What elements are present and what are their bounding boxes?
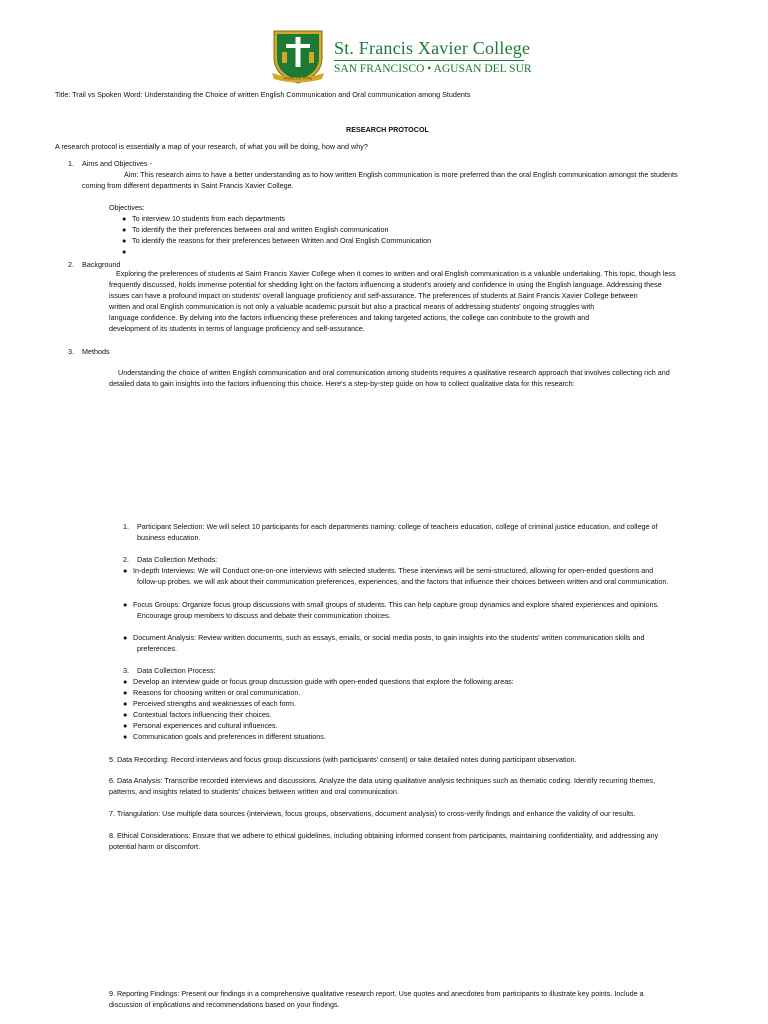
section-aims <box>68 158 152 169</box>
step-data-recording: 5. Data Recording: Record interviews and focus group discussions (with participants' consent) or take detailed notes during participant observation. <box>109 755 577 764</box>
step-triangulation: 7. Triangulation: Use multiple data sources (interviews, focus groups, observations, document analysis) to cross-verify findings and enhance the validity of our results. <box>109 809 636 818</box>
section-label: Aims and Objectives - <box>82 159 152 168</box>
step-ethical-cont: potential harm or discomfort. <box>109 842 201 851</box>
section-background <box>68 259 120 270</box>
list-item: ● To interview 10 students from each departments <box>122 214 286 223</box>
aim-line: Aim: This research aims to have a better understanding as to how written English communication is more preferred than the oral English communication amongst the students <box>124 170 678 179</box>
methods-intro-line: Understanding the choice of written English communication and oral communication among students requires a qualitative research approach that involves collecting rich and <box>118 368 670 377</box>
list-item-cont: Encourage group members to discuss and debate their communication choices. <box>137 611 391 620</box>
section-methods <box>68 346 110 357</box>
list-item: ● Develop an interview guide or focus group discussion guide with open-ended questions that explore the following areas: <box>123 677 514 686</box>
list-item: ● In-depth Interviews: We will Conduct one-on-one interviews with selected students. These interviews will be semi-structured, allowing for open-ended questions and <box>123 566 654 575</box>
background-line: Exploring the preferences of students at Saint Francis Xavier College when it comes to written and oral English communication is a valuable undertaking. This topic, though less <box>116 269 676 278</box>
list-item: ● To identify the their preferences between oral and written English communication <box>122 225 389 234</box>
step-data-collection-methods: 2. Data Collection Methods: <box>123 555 218 564</box>
list-item: ● To identify the reasons for their preferences between Written and Oral English Communication <box>122 236 432 245</box>
step-participant-selection-cont: business education. <box>137 533 201 542</box>
college-name: St. Francis Xavier College <box>334 38 531 58</box>
objectives-list <box>122 213 431 257</box>
section-number: 2. <box>68 260 74 269</box>
header-rule <box>334 60 524 61</box>
background-line: frequently discussed, holds immense potential for shedding light on the factors influencing a student's anxiety and confidence in using the English language. Addressing these <box>109 280 662 289</box>
step-reporting: 9. Reporting Findings: Present our findings in a comprehensive qualitative research report. Use quotes and anecdotes from participants to illustrate key points. Include a <box>109 989 644 998</box>
list-item: ● Document Analysis: Review written documents, such as essays, emails, or social media posts, to gain insights into the students' written communication skills and <box>123 633 645 642</box>
college-place: SAN FRANCISCO • AGUSAN DEL SUR <box>334 63 532 75</box>
step-ethical: 8. Ethical Considerations: Ensure that we adhere to ethical guidelines, including obtaining informed consent from participants, maintaining confidentiality, and addressing any <box>109 831 659 840</box>
list-item-cont: preferences. <box>137 644 177 653</box>
list-item: ● Focus Groups: Organize focus group discussions with small groups of students. This can help capture group dynamics and explore shared experiences and opinions. <box>123 600 660 609</box>
intro-text: A research protocol is essentially a map of your research, of what you will be doing, how and why? <box>55 142 368 151</box>
step-data-analysis-cont: patterns, and insights related to students' choices between written and oral communication. <box>109 787 399 796</box>
list-item: ● Perceived strengths and weaknesses of each form. <box>123 699 297 708</box>
background-line: issues can have a profound impact on students' overall language proficiency and self-assurance. The preferences of students at Saint Francis Xavier College between <box>109 291 638 300</box>
step-data-analysis: 6. Data Analysis: Transcribe recorded interviews and discussions. Analyze the data using qualitative analysis techniques such as thematic coding. Identify recurring themes, <box>109 776 656 785</box>
svg-text:ANGELUS VITAE: ANGELUS VITAE <box>283 76 313 81</box>
list-item: ● Personal experiences and cultural influences. <box>123 721 278 730</box>
list-item-cont: follow-up probes. we will ask about their communication preferences, experiences, and the factors that influence their choices between written and oral communication. <box>137 577 669 586</box>
college-seal-icon <box>268 28 328 84</box>
list-item: ● Reasons for choosing written or oral communication. <box>123 688 301 697</box>
step-reporting-cont: discussion of implications and recommendations based on your findings. <box>109 1000 340 1009</box>
list-item: ● <box>122 247 127 256</box>
section-number: 3. <box>68 347 74 356</box>
document-title: Title: Trail vs Spoken Word: Understanding the Choice of written English Communication and Oral communication among Students <box>55 90 471 99</box>
objectives-label: Objectives: <box>109 203 145 212</box>
methods-intro-line: detailed data to gain insights into the factors influencing this choice. Here's a step-by-step guide on how to collect qualitative data for this research: <box>109 379 575 388</box>
list-item: ● Communication goals and preferences in different situations. <box>123 732 326 741</box>
section-label: Background <box>82 260 121 269</box>
step-participant-selection: 1. Participant Selection: We will select 10 participants for each departments naming: college of teachers education, college of criminal justice education, and college of <box>123 522 658 531</box>
college-header <box>268 28 538 84</box>
section-label: Methods <box>82 347 110 356</box>
section-heading: RESEARCH PROTOCOL <box>346 125 429 134</box>
aim-line: coming from different departments in Saint Francis Xavier College. <box>82 181 294 190</box>
list-item: ● Contextual factors influencing their choices. <box>123 710 272 719</box>
section-number: 1. <box>68 159 74 168</box>
background-line: development of its students in terms of language proficiency and self-assurance. <box>109 324 365 333</box>
process-list <box>123 676 514 742</box>
background-line: written and oral English communication is not only a valuable academic pursuit but also a practical means of addressing students' ongoing struggles with <box>109 302 595 311</box>
background-line: language confidence. By delving into the factors influencing these preferences and taking targeted actions, the college can contribute to the growth and <box>109 313 590 322</box>
step-data-collection-process: 3. Data Collection Process: <box>123 666 216 675</box>
